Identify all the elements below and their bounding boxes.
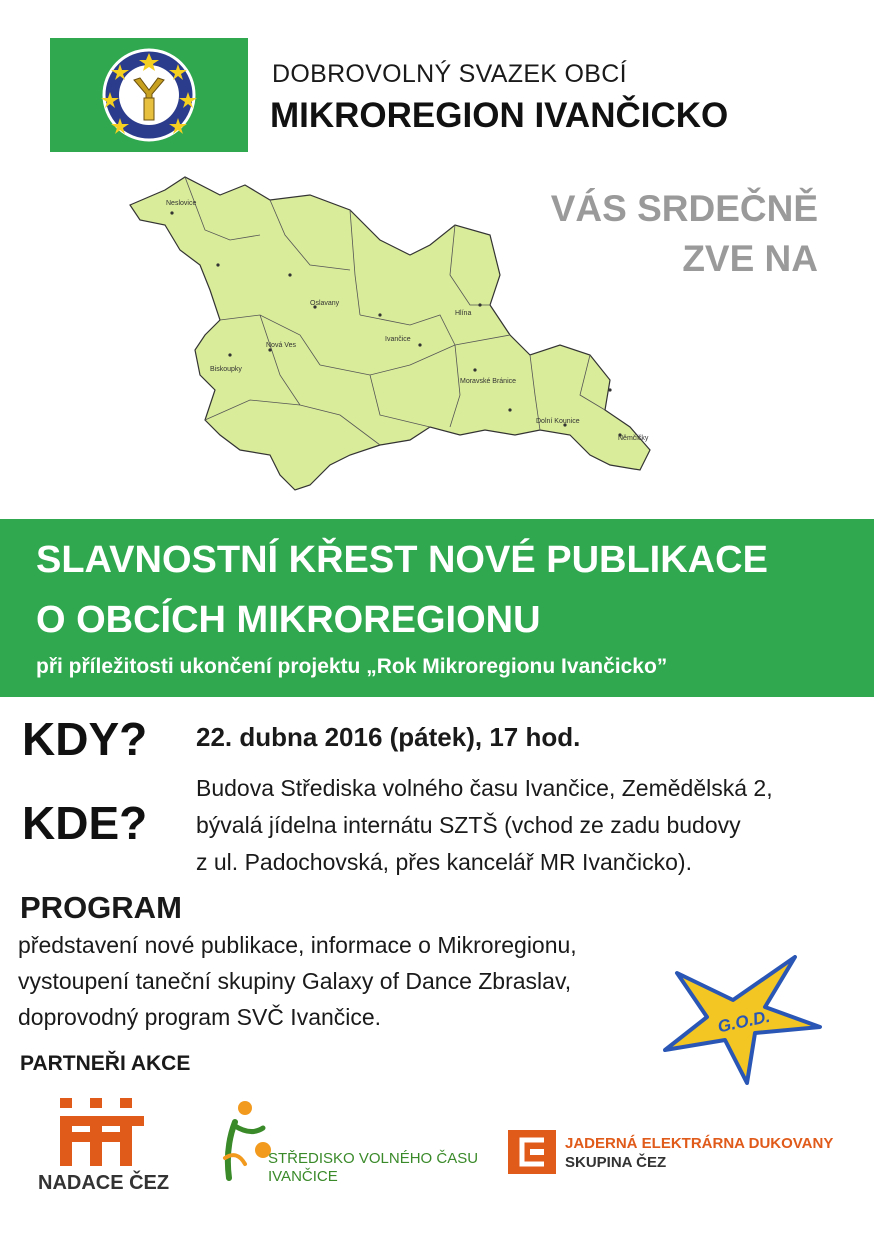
nadace-cez-logo (56, 1098, 146, 1170)
event-subtitle: při příležitosti ukončení projektu „Rok Mikroregionu Ivančicko” (36, 655, 668, 678)
svc-name-line-1: STŘEDISKO VOLNÉHO ČASU (268, 1150, 479, 1167)
event-banner (0, 519, 874, 697)
partners-heading: PARTNEŘI AKCE (20, 1052, 191, 1075)
where-line-1: Budova Střediska volného času Ivančice, Zemědělská 2, (196, 775, 773, 801)
invitation-heading (551, 184, 818, 284)
cez-group-name: SKUPINA ČEZ (565, 1154, 667, 1171)
where-line-3: z ul. Padochovská, přes kancelář MR Ivančicko). (196, 849, 692, 875)
event-title-line-2: O OBCÍCH MIKROREGIONU (36, 599, 541, 641)
star-logo-text: G.O.D. (716, 1006, 772, 1037)
cez-group-logo (508, 1130, 556, 1174)
organization-type: DOBROVOLNÝ SVAZEK OBCÍ (272, 60, 627, 88)
svg-text:Hlína: Hlína (455, 310, 472, 317)
program-heading: PROGRAM (20, 890, 182, 925)
event-title-line-1: SLAVNOSTNÍ KŘEST NOVÉ PUBLIKACE (36, 539, 768, 581)
program-line-3: doprovodný program SVČ Ivančice. (18, 1004, 382, 1030)
svg-text:Moravské Bránice: Moravské Bránice (460, 378, 517, 385)
invitation-line-1: VÁS SRDEČNĚ (550, 188, 818, 229)
program-line-2: vystoupení taneční skupiny Galaxy of Dance Zbraslav, (18, 968, 572, 994)
organization-name: MIKROREGION IVANČICKO (270, 96, 729, 135)
svg-text:Němčičky: Němčičky (618, 435, 649, 442)
svg-text:Dolní Kounice: Dolní Kounice (536, 418, 580, 425)
coat-of-arms-logo (50, 38, 248, 152)
when-value: 22. dubna 2016 (pátek), 17 hod. (196, 722, 581, 752)
where-line-2: bývalá jídelna internátu SZTŠ (vchod ze zadu budovy (196, 812, 741, 838)
svg-text:Oslavany: Oslavany (310, 300, 340, 307)
where-label: KDE? (22, 797, 148, 849)
svg-text:Ivančice: Ivančice (385, 336, 411, 343)
svg-text:Nová Ves: Nová Ves (266, 342, 296, 349)
galaxy-of-dance-star-logo (655, 955, 825, 1085)
svg-text:Neslovice: Neslovice (166, 200, 197, 207)
invitation-line-2: ZVE NA (682, 238, 818, 279)
program-line-1: představení nové publikace, informace o Mikroregionu, (18, 932, 577, 958)
dukovany-plant-name: JADERNÁ ELEKTRÁRNA DUKOVANY (565, 1135, 834, 1152)
svc-name-line-2: IVANČICE (268, 1168, 338, 1185)
svg-text:Biskoupky: Biskoupky (210, 366, 242, 373)
nadace-cez-name: NADACE ČEZ (38, 1172, 170, 1194)
when-label: KDY? (22, 713, 148, 765)
